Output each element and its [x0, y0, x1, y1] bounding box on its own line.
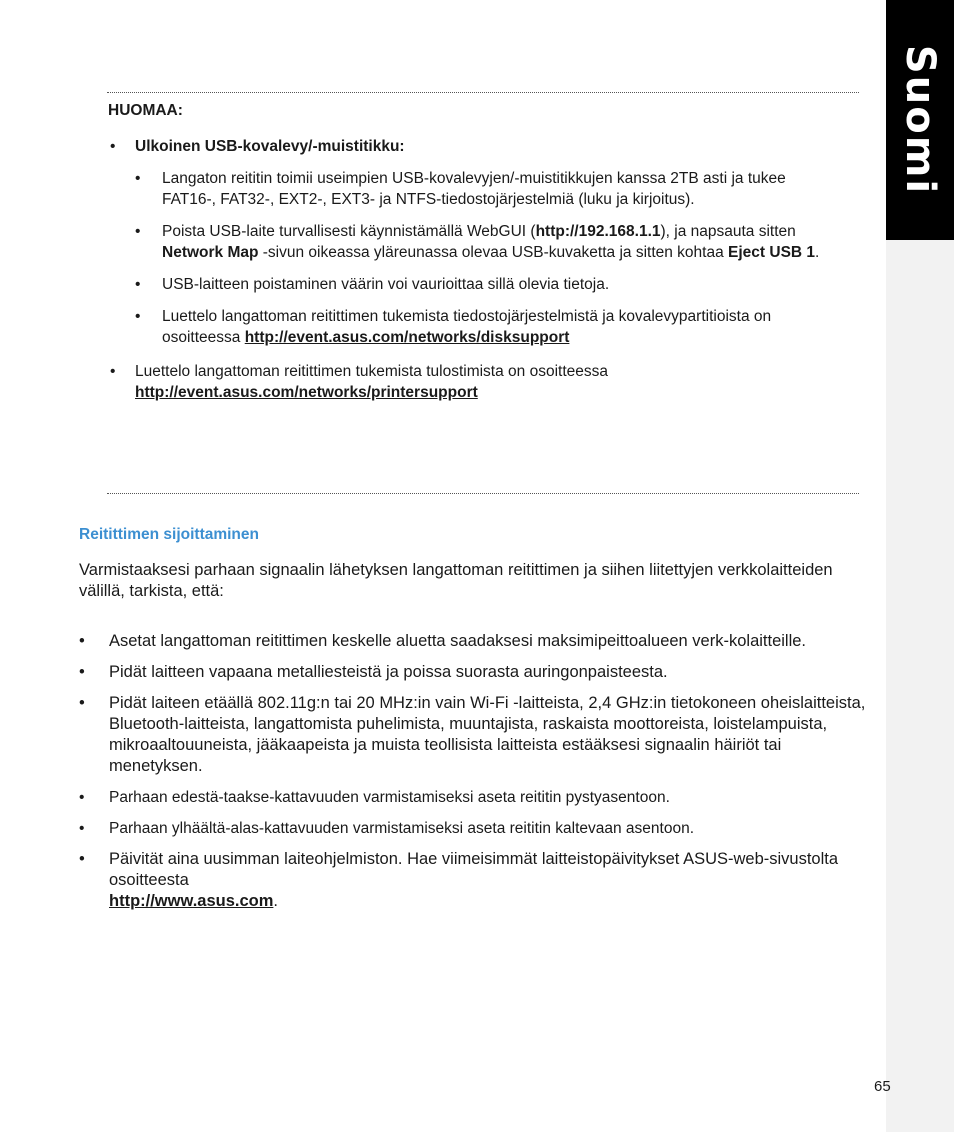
placement-list	[79, 631, 869, 922]
printer-bullet: • Luettelo langattoman reitittimen tukemista tulostimista on osoitteessa http://event.asus.com/networks/printersupport	[110, 363, 608, 401]
side-strip	[886, 240, 954, 1132]
note-box	[108, 100, 828, 403]
list-item: • Luettelo langattoman reitittimen tukemista tiedostojärjestelmistä ja kovalevypartitioista on osoitteessa http://event.asus.com/networks/disksupport	[135, 308, 772, 346]
note-title: HUOMAA:	[108, 102, 183, 119]
list-item: • Parhaan edestä-taakse-kattavuuden varmistamiseksi aseta reititin pystyasentoon.	[79, 789, 670, 806]
page-number: 65	[874, 1078, 891, 1095]
section-title: Reitittimen sijoittaminen	[79, 526, 259, 543]
language-tab	[886, 0, 954, 240]
network-map-label: Network Map	[162, 244, 259, 261]
list-item: • Asetat langattoman reitittimen keskelle aluetta saadaksesi maksimipeittoalueen verk-kolaitteille.	[79, 632, 807, 650]
disksupport-link[interactable]: http://event.asus.com/networks/disksupport	[244, 329, 570, 346]
language-label: Suomi	[897, 44, 943, 196]
list-item: • Pidät laitteen vapaana metalliesteistä ja poissa suorasta auringonpaisteesta.	[79, 663, 668, 681]
usb-bullet: • Ulkoinen USB-kovalevy/-muistitikku: • Langaton reititin toimii useimpien USB-kovalevyjen/-muistitikkujen kanssa 2TB asti ja tukee FAT16-, FAT32-, EXT2-, EXT3- ja NTFS-tiedostojärjestelmiä (luku ja kirjoitus). • Poista USB-laite turvallisesti käynnistämällä WebGUI (http://192.168.1.1), ja napsauta sitten Network Map -sivun oikeassa yläreunassa olevaa USB-kuvaketta ja sitten kohtaa Eject USB 1. • USB-laitteen poistaminen väärin voi vaurioittaa sillä olevia tietoja. • Luettelo langattoman reitittimen tukemista tiedostojärjestelmistä ja kovalevypartitioista on osoitteessa http://event.asus.com/networks/disksupport	[108, 136, 828, 348]
list-item: • Poista USB-laite turvallisesti käynnistämällä WebGUI (http://192.168.1.1), ja napsauta sitten Network Map -sivun oikeassa yläreunassa olevaa USB-kuvaketta ja sitten kohtaa Eject USB 1.	[135, 223, 820, 261]
printersupport-link[interactable]: http://event.asus.com/networks/printersupport	[135, 384, 478, 401]
list-item: • Parhaan ylhäältä-alas-kattavuuden varmistamiseksi aseta reititin kaltevaan asentoon.	[79, 820, 695, 837]
webgui-address: http://192.168.1.1	[535, 223, 661, 240]
note-top-divider	[107, 92, 859, 93]
note-bottom-divider	[107, 493, 859, 494]
usb-heading: Ulkoinen USB-kovalevy/-muistitikku:	[135, 138, 405, 155]
list-item: • Langaton reititin toimii useimpien USB-kovalevyjen/-muistitikkujen kanssa 2TB asti ja tukee FAT16-, FAT32-, EXT2-, EXT3- ja NTFS-tiedostojärjestelmiä (luku ja kirjoitus).	[135, 170, 786, 208]
asus-website-link[interactable]: http://www.asus.com	[109, 892, 274, 910]
eject-usb-label: Eject USB 1	[728, 244, 816, 261]
list-item: • USB-laitteen poistaminen väärin voi vaurioittaa sillä olevia tietoja.	[135, 276, 610, 293]
section-intro: Varmistaaksesi parhaan signaalin lähetyksen langattoman reitittimen ja siihen liitettyjen verkkolaitteiden välillä, tarkista, että:	[79, 561, 833, 600]
list-item: • Päivität aina uusimman laiteohjelmiston. Hae viimeisimmät laitteistopäivitykset ASUS-web-sivustolta osoitteesta http://www.asus.com.	[79, 850, 839, 910]
list-item: • Pidät laiteen etäällä 802.11g:n tai 20 MHz:in vain Wi-Fi -laitteista, 2,4 GHz:in tietokoneen oheislaitteista, Bluetooth-laitteista, langattomista puhelimista, muuntajista, raskaista moottoreista, loistelampuista, mikroaaltouuneista, jääkaapeista ja muista teollisista laitteista estääksesi signaalin häiriöt tai menetyksen.	[79, 694, 866, 775]
